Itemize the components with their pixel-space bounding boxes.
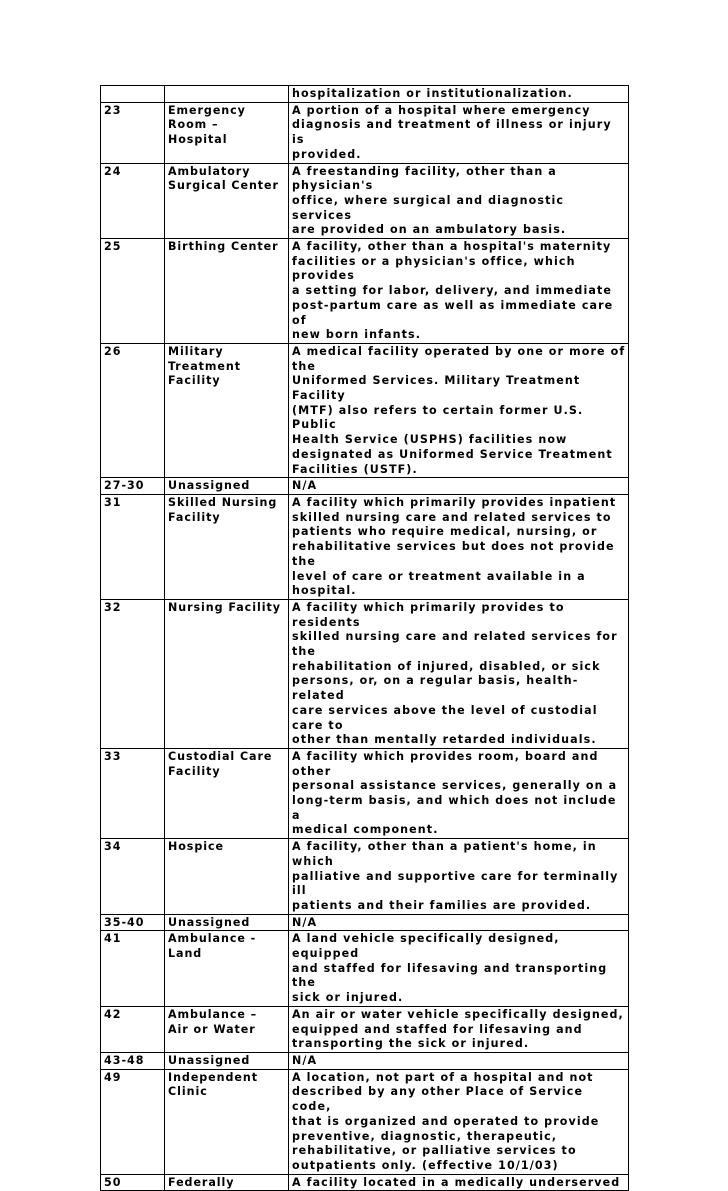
pos-code-cell: 24 <box>101 163 165 239</box>
table-row <box>101 1174 629 1191</box>
table-body <box>101 86 629 1191</box>
pos-code-cell: 43-48 <box>101 1053 165 1070</box>
pos-description-cell: N/A <box>289 914 629 931</box>
pos-code-cell: 50 <box>101 1174 165 1191</box>
pos-description-cell: A location, not part of a hospital and not described by any other Place of Service code, that is organized and operated to provide preventive, diagnostic, therapeutic, rehabilitative, or palliative services to outpatients only. (effective 10/1/03) <box>289 1069 629 1174</box>
pos-name-cell: Nursing Facility <box>165 599 289 748</box>
table-row <box>101 343 629 477</box>
pos-description-cell: A medical facility operated by one or more of the Uniformed Services. Military Treatment Facility (MTF) also refers to certain former U.S. Public Health Service (USPHS) facilities now designated as Uniformed Service Treatment Facilities (USTF). <box>289 343 629 477</box>
table-row <box>101 1053 629 1070</box>
place-of-service-table <box>100 85 629 1191</box>
pos-name-cell: Ambulance – Air or Water <box>165 1006 289 1052</box>
pos-description-cell: A facility located in a medically underserved <box>289 1174 629 1191</box>
pos-description-cell: A facility which provides room, board and other personal assistance services, generally on a long-term basis, and which does not include a medical component. <box>289 748 629 838</box>
pos-code-cell: 49 <box>101 1069 165 1174</box>
pos-name-cell <box>165 86 289 103</box>
pos-description-cell: N/A <box>289 1053 629 1070</box>
pos-code-cell: 27-30 <box>101 478 165 495</box>
table-row <box>101 914 629 931</box>
pos-code-cell <box>101 86 165 103</box>
pos-description-cell: N/A <box>289 478 629 495</box>
pos-name-cell: Skilled Nursing Facility <box>165 494 289 599</box>
pos-code-cell: 34 <box>101 839 165 915</box>
pos-description-cell: A facility, other than a hospital's maternity facilities or a physician's office, which provides a setting for labor, delivery, and immediate post-partum care as well as immediate care of new born infants. <box>289 239 629 344</box>
pos-code-cell: 33 <box>101 748 165 838</box>
pos-description-cell: An air or water vehicle specifically designed, equipped and staffed for lifesaving and transporting the sick or injured. <box>289 1006 629 1052</box>
pos-code-cell: 41 <box>101 931 165 1007</box>
pos-description-cell: A facility which primarily provides to residents skilled nursing care and related services for the rehabilitation of injured, disabled, or sick persons, or, on a regular basis, health-related care services above the level of custodial care to other than mentally retarded individuals. <box>289 599 629 748</box>
table-row <box>101 1006 629 1052</box>
pos-code-cell: 31 <box>101 494 165 599</box>
table-row <box>101 748 629 838</box>
pos-description-cell: hospitalization or institutionalization. <box>289 86 629 103</box>
table-row <box>101 163 629 239</box>
pos-description-cell: A land vehicle specifically designed, equipped and staffed for lifesaving and transporting the sick or injured. <box>289 931 629 1007</box>
pos-name-cell: Ambulance - Land <box>165 931 289 1007</box>
pos-name-cell: Unassigned <box>165 1053 289 1070</box>
pos-name-cell: Military Treatment Facility <box>165 343 289 477</box>
pos-name-cell: Federally <box>165 1174 289 1191</box>
pos-description-cell: A facility which primarily provides inpatient skilled nursing care and related services to patients who require medical, nursing, or rehabilitative services but does not provide the level of care or treatment available in a hospital. <box>289 494 629 599</box>
pos-code-cell: 32 <box>101 599 165 748</box>
table-row <box>101 931 629 1007</box>
pos-code-cell: 23 <box>101 102 165 163</box>
pos-name-cell: Ambulatory Surgical Center <box>165 163 289 239</box>
table-row <box>101 839 629 915</box>
pos-name-cell: Unassigned <box>165 914 289 931</box>
pos-name-cell: Hospice <box>165 839 289 915</box>
pos-code-cell: 35-40 <box>101 914 165 931</box>
pos-code-cell: 26 <box>101 343 165 477</box>
table-row <box>101 102 629 163</box>
pos-description-cell: A freestanding facility, other than a physician's office, where surgical and diagnostic services are provided on an ambulatory basis. <box>289 163 629 239</box>
table-row <box>101 494 629 599</box>
pos-description-cell: A facility, other than a patient's home, in which palliative and supportive care for terminally ill patients and their families are provided. <box>289 839 629 915</box>
pos-name-cell: Birthing Center <box>165 239 289 344</box>
pos-name-cell: Unassigned <box>165 478 289 495</box>
pos-code-cell: 42 <box>101 1006 165 1052</box>
pos-name-cell: Custodial Care Facility <box>165 748 289 838</box>
pos-code-cell: 25 <box>101 239 165 344</box>
table-row <box>101 599 629 748</box>
table-row <box>101 1069 629 1174</box>
table-row <box>101 239 629 344</box>
pos-name-cell: Independent Clinic <box>165 1069 289 1174</box>
pos-description-cell: A portion of a hospital where emergency diagnosis and treatment of illness or injury is provided. <box>289 102 629 163</box>
pos-name-cell: Emergency Room – Hospital <box>165 102 289 163</box>
table-row <box>101 86 629 103</box>
table-row <box>101 478 629 495</box>
